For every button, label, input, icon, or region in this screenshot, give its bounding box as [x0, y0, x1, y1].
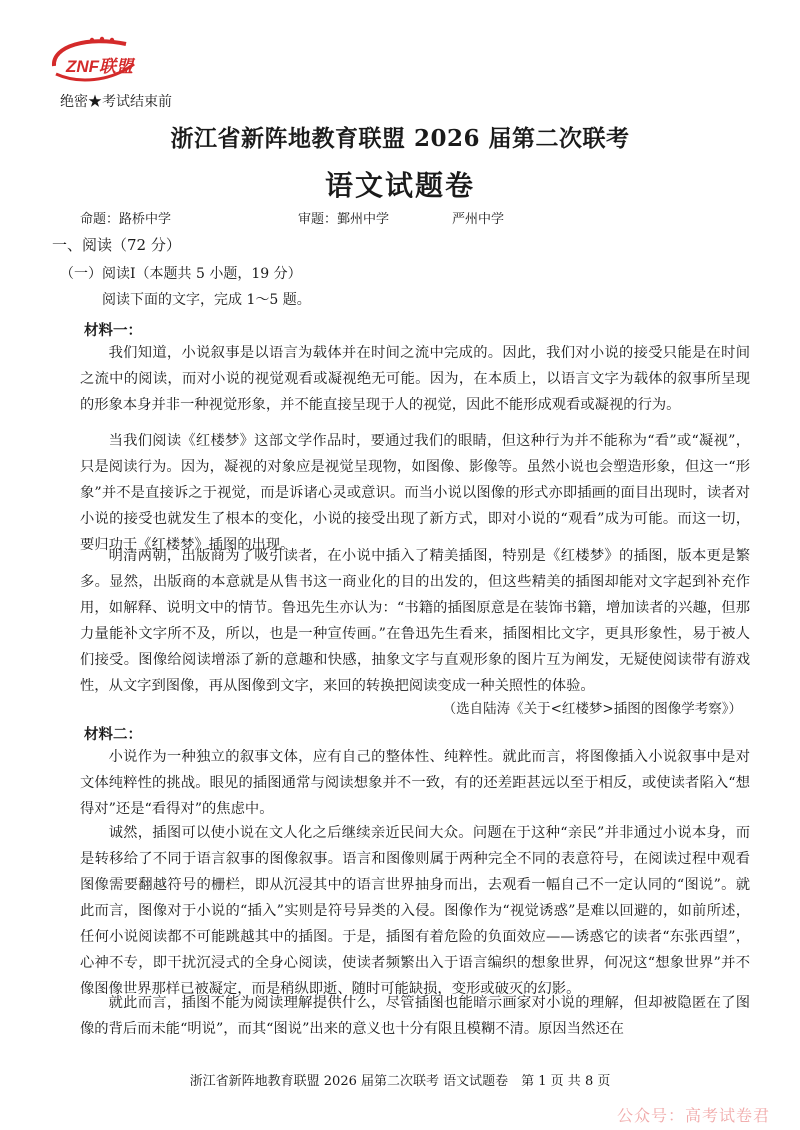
material1-paragraph: 我们知道，小说叙事是以语言为载体并在时间之流中完成的。因此，我们对小说的接受只能是在时间之流中的阅读，而对小说的视觉观看或凝视绝无可能。因为，在本质上，以语言文字为载体的叙事所呈现的形象本身并非一种视觉形象，并不能直接呈现于人的视觉，因此不能形成观看或凝视的行为。: [80, 345, 750, 413]
material2-paragraph: 小说作为一种独立的叙事文体，应有自己的整体性、纯粹性。就此而言，将图像插入小说叙事中是对文体纯粹性的挑战。眼见的插图通常与阅读想象并不一致，有的还差距甚远以至于相反，或使读者陷入“想得对”还是“看得对”的焦虑中。: [80, 749, 750, 817]
section-heading: 一、阅读（72 分）: [52, 236, 181, 254]
reviewer-label-2: 严州中学: [452, 212, 505, 227]
material1-source: （选自陆涛《关于<红楼梦>插图的图像学考察》）: [442, 701, 742, 717]
watermark: 公众号：高考试卷君: [616, 1106, 770, 1125]
confidential-label: 绝密★考试结束前: [60, 94, 172, 110]
reviewer-label: 审题：鄞州中学: [298, 212, 390, 227]
setter-label: 命题：路桥中学: [80, 212, 172, 227]
znf-logo: [48, 34, 140, 88]
subsection-heading: （一）阅读Ⅰ（本题共 5 小题，19 分）: [60, 266, 302, 282]
exam-title: 浙江省新阵地教育联盟 2026 届第二次联考: [170, 125, 630, 152]
material2-paragraph: 就此而言，插图不能为阅读理解提供什么，尽管插图也能暗示画家对小说的理解，但却被隐匿在了图像的背后而未能“明说”，而其“图说”出来的意义也十分有限且模糊不清。原因当然还在: [80, 995, 750, 1037]
page-footer: 浙江省新阵地教育联盟 2026 届第二次联考 语文试题卷 第 1 页 共 8 页: [189, 1074, 611, 1089]
material1-paragraph: 明清两朝，出版商为了吸引读者，在小说中插入了精美插图，特别是《红楼梦》的插图，版本更是繁多。显然，出版商的本意就是从售书这一商业化的目的出发的，但这些精美的插图却能对文字起到补充作用，如解释、说明文中的情节。鲁迅先生亦认为：“书籍的插图原意是在装饰书籍，增加读者的兴趣，但那力量能补文字所不及，所以，也是一种宣传画。”在鲁迅先生看来，插图相比文字，更具形象性，易于被人们接受。图像给阅读增添了新的意趣和快感，抽象文字与直观形象的图片互为阐发，无疑使阅读带有游戏性，从文字到图像，再从图像到文字，来回的转换把阅读变成一种关照性的体验。: [80, 548, 750, 694]
material1-heading: 材料一：: [84, 322, 142, 339]
material2-paragraph: 诚然，插图可以使小说在文人化之后继续亲近民间大众。问题在于这种“亲民”并非通过小说本身，而是转移给了不同于语言叙事的图像叙事。语言和图像则属于两种完全不同的表意符号，在阅读过程中观看图像需要翻越符号的栅栏，即从沉浸其中的语言世界抽身而出，去观看一幅自己不一定认同的“图说”。就此而言，图像对于小说的“插入”实则是符号异类的入侵。图像作为“视觉诱惑”是难以回避的，如前所述，任何小说阅读都不可能跳越其中的插图。于是，插图有着危险的负面效应——诱惑它的读者“东张西望”，心神不专，即干扰沉浸式的全身心阅读，使读者频繁出入于语言编织的想象世界，何况这“想象世界”并不像图像世界那样已被凝定，而是稍纵即逝、随时可能缺损，变形或破灭的幻影。: [80, 825, 750, 997]
material1-paragraph: 当我们阅读《红楼梦》这部文学作品时，要通过我们的眼睛，但这种行为并不能称为“看”或“凝视”，只是阅读行为。因为，凝视的对象应是视觉呈现物，如图像、影像等。虽然小说也会塑造形象，但这一“形象”并不是直接诉之于视觉，而是诉诸心灵或意识。而当小说以图像的形式亦即插画的面目出现时，读者对小说的接受也就发生了根本的变化，小说的接受出现了新方式，即对小说的“观看”成为可能。而这一切，要归功于《红楼梦》插图的出现。: [80, 433, 750, 553]
material2-heading: 材料二：: [84, 726, 142, 743]
logo-text: ZNF联盟: [66, 57, 134, 76]
instruction: 阅读下面的文字，完成 1～5 题。: [102, 292, 311, 308]
paper-subtitle: 语文试题卷: [324, 169, 475, 202]
